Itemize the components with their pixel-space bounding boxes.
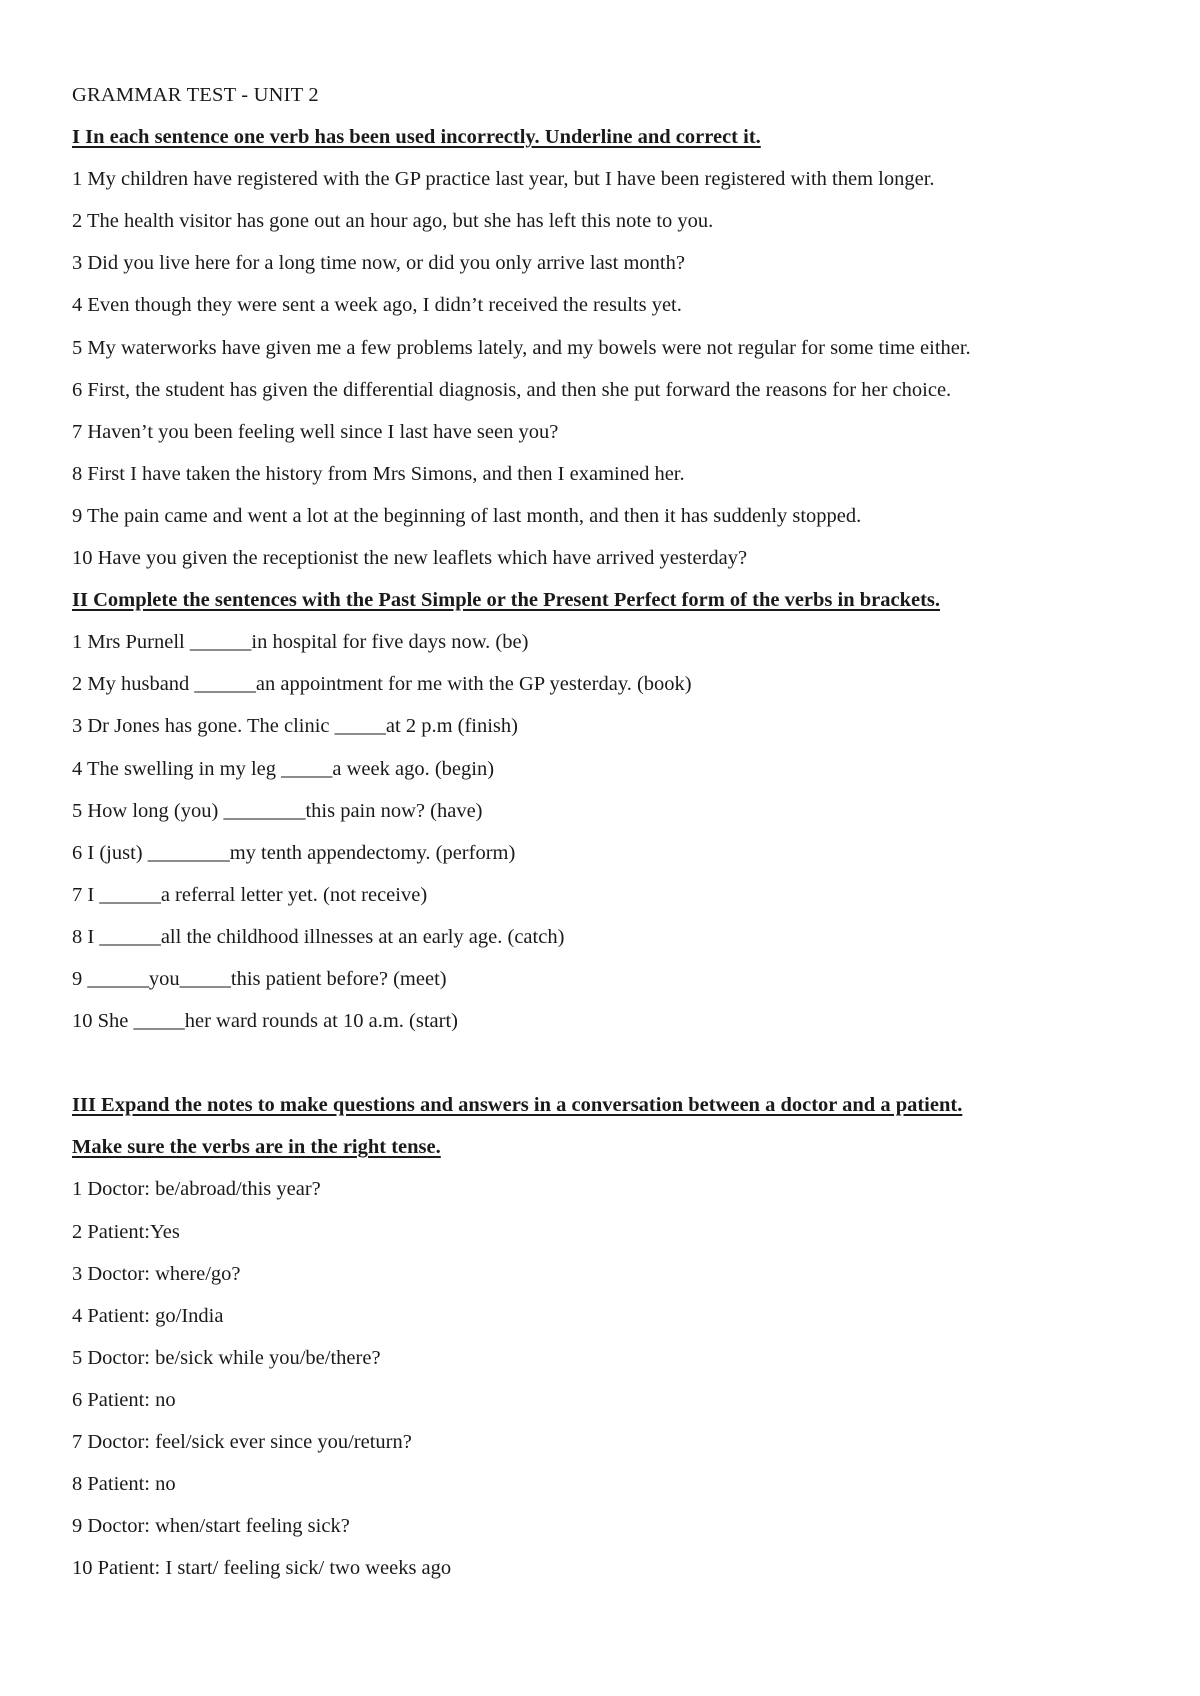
section-3-item-6: 6 Patient: no: [72, 1388, 176, 1411]
section-2-item-6: 6 I (just) ________my tenth appendectomy. (perform): [72, 841, 516, 864]
section-1-item-6: 6 First, the student has given the differential diagnosis, and then she put forward the reasons for her choice.: [72, 378, 952, 401]
section-2-item-10: 10 She _____her ward rounds at 10 a.m. (start): [72, 1010, 458, 1033]
section-3-item-1: 1 Doctor: be/abroad/this year?: [72, 1178, 321, 1201]
section-1-item-7: 7 Haven’t you been feeling well since I last have seen you?: [72, 420, 559, 443]
section-3-item-10: 10 Patient: I start/ feeling sick/ two weeks ago: [72, 1557, 452, 1580]
section-1-item-4: 4 Even though they were sent a week ago, I didn’t received the results yet.: [72, 294, 682, 317]
section-3-item-2: 2 Patient:Yes: [72, 1220, 180, 1243]
section-1-heading: I In each sentence one verb has been used incorrectly. Underline and correct it.: [72, 126, 761, 149]
section-3-item-5: 5 Doctor: be/sick while you/be/there?: [72, 1346, 381, 1369]
section-1-item-10: 10 Have you given the receptionist the new leaflets which have arrived yesterday?: [72, 547, 748, 570]
section-2-item-4: 4 The swelling in my leg _____a week ago. (begin): [72, 757, 495, 780]
section-1-item-5: 5 My waterworks have given me a few problems lately, and my bowels were not regular for some time either.: [72, 336, 971, 359]
section-3-heading-line-1: III Expand the notes to make questions and answers in a conversation between a doctor and a patient.: [72, 1094, 963, 1117]
section-1-item-8: 8 First I have taken the history from Mrs Simons, and then I examined her.: [72, 462, 685, 485]
document-page: [72, 74, 1152, 1589]
section-2-item-3: 3 Dr Jones has gone. The clinic _____at 2 p.m (finish): [72, 715, 518, 738]
section-3-heading-line-2: Make sure the verbs are in the right tense.: [72, 1136, 441, 1159]
section-2-item-7: 7 I ______a referral letter yet. (not receive): [72, 883, 428, 906]
section-2-item-1: 1 Mrs Purnell ______in hospital for five days now. (be): [72, 631, 529, 654]
section-1-item-3: 3 Did you live here for a long time now, or did you only arrive last month?: [72, 252, 685, 275]
section-1-item-2: 2 The health visitor has gone out an hour ago, but she has left this note to you.: [72, 210, 714, 233]
section-1-item-9: 9 The pain came and went a lot at the beginning of last month, and then it has suddenly stopped.: [72, 504, 862, 527]
section-2-item-9: 9 ______you_____this patient before? (meet): [72, 967, 447, 990]
section-2-item-5: 5 How long (you) ________this pain now? (have): [72, 799, 483, 822]
section-3-item-9: 9 Doctor: when/start feeling sick?: [72, 1515, 350, 1538]
section-3-item-3: 3 Doctor: where/go?: [72, 1262, 241, 1285]
section-1-item-1: 1 My children have registered with the GP practice last year, but I have been registered with them longer.: [72, 168, 935, 191]
blank-line: [72, 1042, 1152, 1084]
section-3-item-4: 4 Patient: go/India: [72, 1304, 224, 1327]
section-2-item-2: 2 My husband ______an appointment for me with the GP yesterday. (book): [72, 673, 692, 696]
document-title: GRAMMAR TEST - UNIT 2: [72, 84, 319, 106]
section-2-heading: II Complete the sentences with the Past Simple or the Present Perfect form of the verbs in brackets.: [72, 589, 941, 612]
section-2-item-8: 8 I ______all the childhood illnesses at an early age. (catch): [72, 925, 565, 948]
section-3-item-7: 7 Doctor: feel/sick ever since you/return?: [72, 1431, 412, 1453]
section-3-item-8: 8 Patient: no: [72, 1473, 176, 1496]
